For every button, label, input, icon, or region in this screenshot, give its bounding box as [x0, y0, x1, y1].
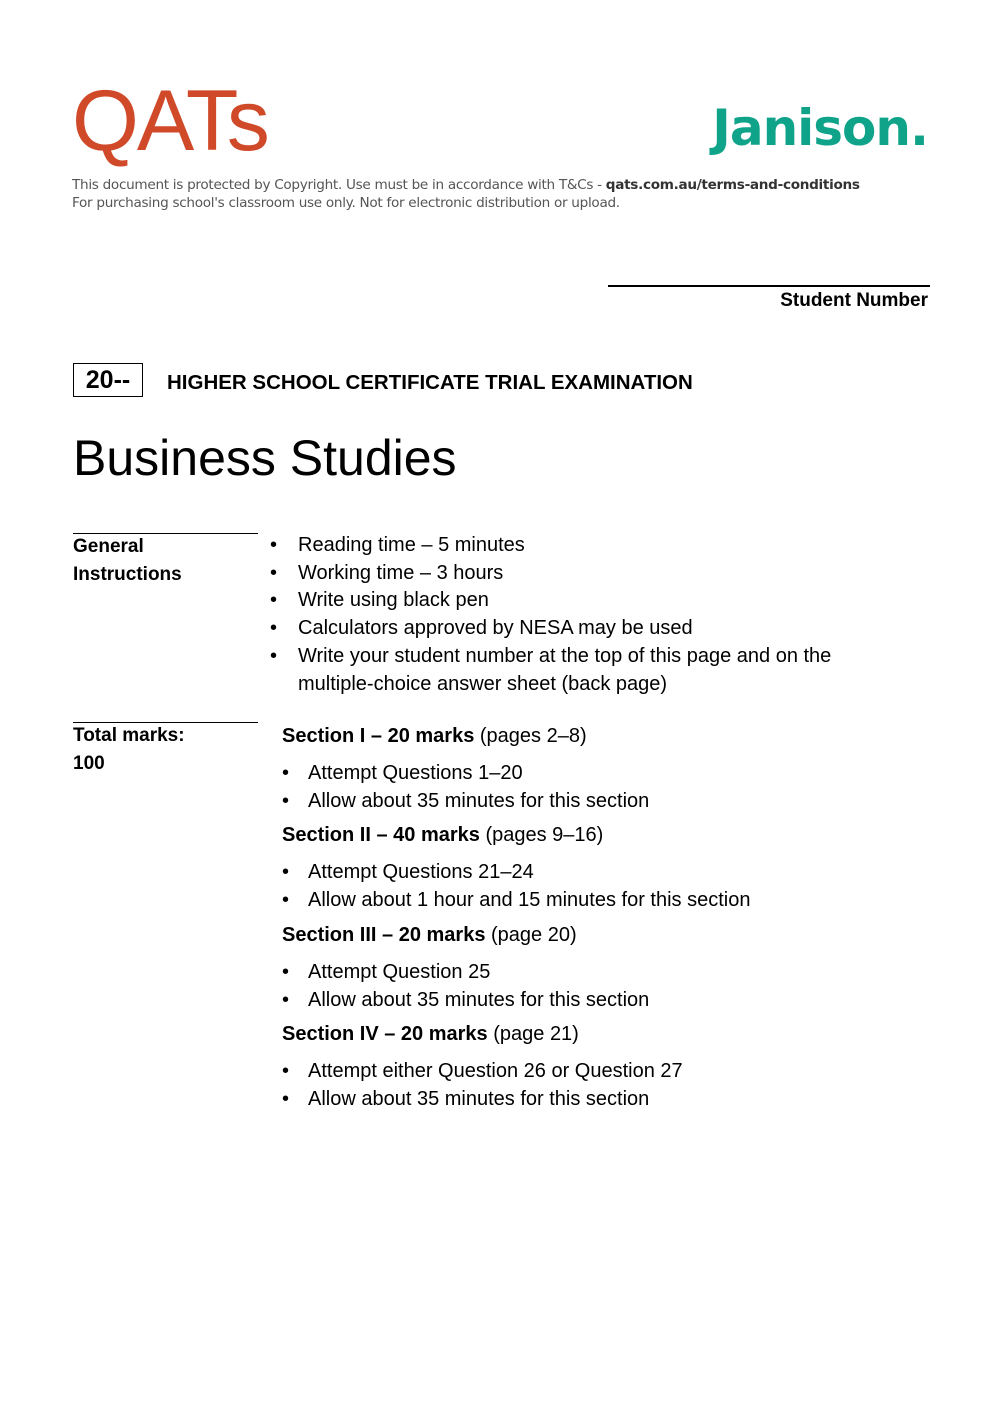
list-item: • Attempt Questions 21–24: [282, 859, 902, 887]
bullet-icon: •: [282, 789, 290, 812]
list-item: • Allow about 1 hour and 15 minutes for this section: [282, 887, 902, 915]
list-item: • Reading time – 5 minutes: [270, 532, 870, 560]
section-heading: Section II – 40 marks (pages 9–16): [282, 824, 604, 847]
copyright-line-1: This document is protected by Copyright. Use must be in accordance with T&Cs - qats.com.au/terms-and-conditions: [72, 177, 860, 193]
terms-link[interactable]: qats.com.au/terms-and-conditions: [605, 177, 860, 193]
bullet-icon: •: [282, 861, 290, 884]
list-item: • Attempt either Question 26 or Question 27: [282, 1058, 902, 1086]
list-item: • Allow about 35 minutes for this section: [282, 788, 902, 816]
exam-year-box: 20--: [73, 363, 143, 397]
qats-logo: QATs: [72, 73, 268, 169]
bullet-icon: •: [270, 617, 278, 640]
copyright-line-2: For purchasing school's classroom use only. Not for electronic distribution or upload.: [72, 195, 620, 211]
student-number-line[interactable]: [608, 285, 930, 287]
sections-list: [282, 722, 902, 1120]
janison-logo: Janison.: [712, 99, 928, 157]
list-item: • Attempt Question 25: [282, 959, 902, 987]
bullet-icon: •: [282, 762, 290, 784]
bullet-icon: •: [270, 534, 278, 556]
bullet-icon: •: [282, 889, 290, 912]
bullet-icon: •: [282, 960, 290, 983]
bullet-icon: •: [282, 988, 290, 1011]
general-instructions-label: General Instructions: [73, 536, 182, 585]
student-number-label: Student Number: [780, 290, 928, 311]
section-1: [282, 722, 902, 815]
list-item: • Write using black pen: [270, 587, 870, 615]
exam-title: HIGHER SCHOOL CERTIFICATE TRIAL EXAMINATION: [167, 371, 693, 394]
list-item: • Calculators approved by NESA may be used: [270, 615, 870, 643]
general-instructions-list: [270, 532, 870, 698]
bullet-icon: •: [270, 589, 278, 612]
list-item: • Working time – 3 hours: [270, 560, 870, 588]
section-heading: Section I – 20 marks (pages 2–8): [282, 725, 587, 747]
list-item: • Allow about 35 minutes for this section: [282, 987, 902, 1015]
total-marks-label: Total marks: 100: [73, 722, 185, 778]
copyright-notice: [72, 176, 860, 212]
list-item: • Attempt Questions 1–20: [282, 760, 902, 788]
section-2: [282, 821, 902, 914]
list-item: • Allow about 35 minutes for this section: [282, 1086, 902, 1114]
total-marks-value: 100: [73, 753, 105, 774]
bullet-icon: •: [282, 1087, 290, 1110]
list-item: • Write your student number at the top of this page and on the multiple-choice answer sheet (back page): [270, 644, 832, 695]
subject-title: Business Studies: [73, 430, 457, 486]
section-3: [282, 921, 902, 1014]
bullet-icon: •: [270, 644, 278, 667]
section-heading: Section IV – 20 marks (page 21): [282, 1023, 579, 1046]
bullet-icon: •: [270, 561, 278, 584]
section-4: [282, 1020, 902, 1113]
section-heading: Section III – 20 marks (page 20): [282, 923, 577, 946]
bullet-icon: •: [282, 1060, 290, 1083]
